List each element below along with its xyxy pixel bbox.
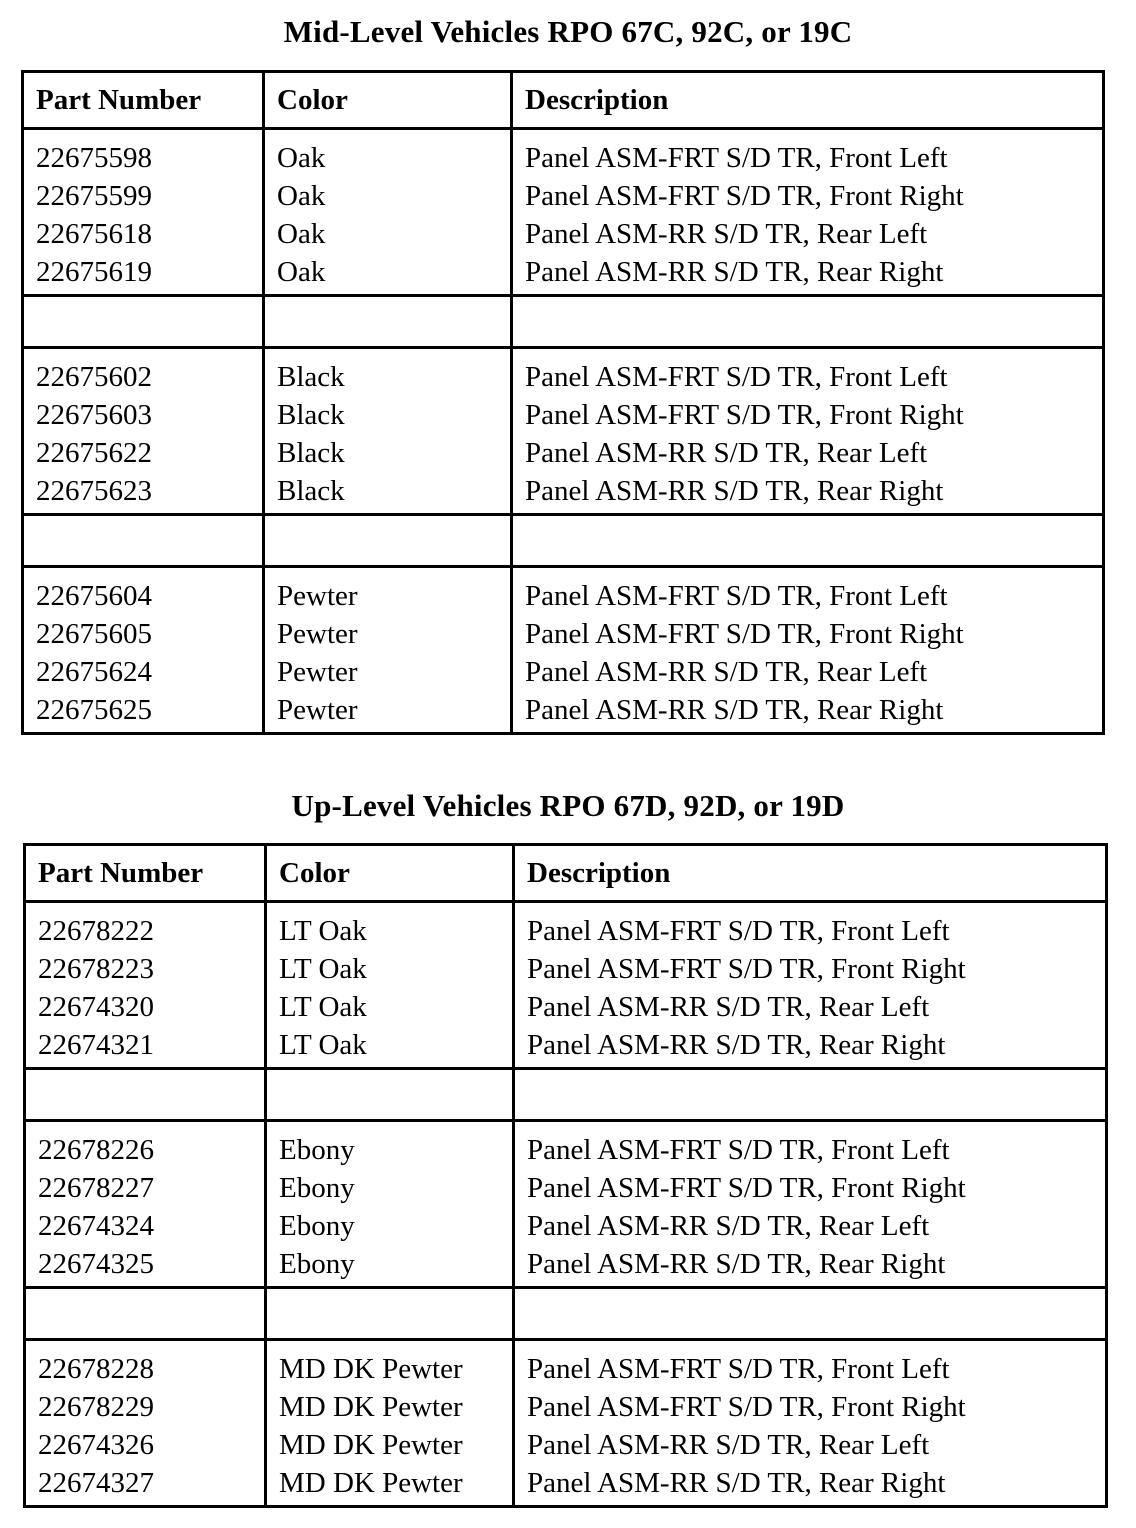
color-cell bbox=[266, 1121, 514, 1288]
column-header-color: Color bbox=[264, 72, 512, 129]
part-number: 22678229 bbox=[38, 1391, 154, 1423]
empty-cell bbox=[512, 296, 1104, 348]
color: Black bbox=[277, 475, 345, 507]
column-header-description: Description bbox=[514, 845, 1107, 902]
description-cell bbox=[512, 348, 1104, 515]
part-number: 22674321 bbox=[38, 1029, 154, 1061]
part-number: 22675624 bbox=[36, 656, 152, 688]
part-number: 22674320 bbox=[38, 991, 154, 1023]
part-number: 22675625 bbox=[36, 694, 152, 726]
description: Panel ASM-RR S/D TR, Rear Left bbox=[525, 437, 928, 469]
color: Oak bbox=[277, 142, 326, 174]
part-number: 22678226 bbox=[38, 1134, 154, 1166]
empty-spacer-row bbox=[25, 1288, 1107, 1340]
part-number: 22675618 bbox=[36, 218, 152, 250]
description: Panel ASM-RR S/D TR, Rear Right bbox=[527, 1467, 946, 1499]
color: Pewter bbox=[277, 694, 358, 726]
color-cell bbox=[264, 348, 512, 515]
description: Panel ASM-FRT S/D TR, Front Right bbox=[525, 618, 964, 650]
empty-cell bbox=[264, 296, 512, 348]
description: Panel ASM-FRT S/D TR, Front Left bbox=[527, 1353, 950, 1385]
description: Panel ASM-FRT S/D TR, Front Left bbox=[527, 915, 950, 947]
empty-cell bbox=[512, 515, 1104, 567]
description: Panel ASM-RR S/D TR, Rear Left bbox=[527, 1429, 930, 1461]
description: Panel ASM-FRT S/D TR, Front Right bbox=[525, 399, 964, 431]
color: Ebony bbox=[279, 1210, 355, 1242]
color: MD DK Pewter bbox=[279, 1429, 463, 1461]
color: MD DK Pewter bbox=[279, 1467, 463, 1499]
description: Panel ASM-RR S/D TR, Rear Right bbox=[527, 1248, 946, 1280]
column-header-part-number: Part Number bbox=[25, 845, 266, 902]
part-number: 22678223 bbox=[38, 953, 154, 985]
part-number: 22675604 bbox=[36, 580, 152, 612]
color-cell bbox=[264, 567, 512, 734]
color: Black bbox=[277, 361, 345, 393]
up-level-parts-table bbox=[23, 843, 1108, 1508]
color: MD DK Pewter bbox=[279, 1353, 463, 1385]
color: Black bbox=[277, 399, 345, 431]
description: Panel ASM-FRT S/D TR, Front Right bbox=[527, 1172, 966, 1204]
table-row-group bbox=[23, 567, 1104, 734]
up-level-table-title: Up-Level Vehicles RPO 67D, 92D, or 19D bbox=[291, 788, 845, 823]
empty-cell bbox=[25, 1069, 266, 1121]
description: Panel ASM-FRT S/D TR, Front Right bbox=[525, 180, 964, 212]
part-number: 22674325 bbox=[38, 1248, 154, 1280]
description: Panel ASM-RR S/D TR, Rear Left bbox=[527, 1210, 930, 1242]
mid-level-parts-table bbox=[21, 70, 1105, 735]
description: Panel ASM-RR S/D TR, Rear Right bbox=[525, 694, 944, 726]
color: MD DK Pewter bbox=[279, 1391, 463, 1423]
part-number: 22674326 bbox=[38, 1429, 154, 1461]
description-cell bbox=[512, 567, 1104, 734]
description: Panel ASM-FRT S/D TR, Front Left bbox=[525, 142, 948, 174]
empty-cell bbox=[23, 515, 264, 567]
empty-cell bbox=[514, 1069, 1107, 1121]
description: Panel ASM-RR S/D TR, Rear Right bbox=[525, 256, 944, 288]
part-number-cell bbox=[25, 1121, 266, 1288]
color: Ebony bbox=[279, 1172, 355, 1204]
column-header-color: Color bbox=[266, 845, 514, 902]
part-number-cell bbox=[23, 348, 264, 515]
empty-spacer-row bbox=[25, 1069, 1107, 1121]
color: Oak bbox=[277, 256, 326, 288]
part-number: 22675623 bbox=[36, 475, 152, 507]
part-number: 22678228 bbox=[38, 1353, 154, 1385]
part-number: 22675602 bbox=[36, 361, 152, 393]
description: Panel ASM-RR S/D TR, Rear Right bbox=[525, 475, 944, 507]
color-cell bbox=[266, 1340, 514, 1507]
description: Panel ASM-FRT S/D TR, Front Left bbox=[527, 1134, 950, 1166]
color: Ebony bbox=[279, 1134, 355, 1166]
empty-cell bbox=[266, 1288, 514, 1340]
color: Pewter bbox=[277, 656, 358, 688]
description: Panel ASM-RR S/D TR, Rear Right bbox=[527, 1029, 946, 1061]
part-number: 22675603 bbox=[36, 399, 152, 431]
column-header-description: Description bbox=[512, 72, 1104, 129]
part-number: 22675599 bbox=[36, 180, 152, 212]
column-header-part-number: Part Number bbox=[23, 72, 264, 129]
mid-level-table-title: Mid-Level Vehicles RPO 67C, 92C, or 19C bbox=[283, 14, 853, 49]
table-row-group bbox=[25, 1340, 1107, 1507]
description-cell bbox=[512, 129, 1104, 296]
empty-cell bbox=[266, 1069, 514, 1121]
description: Panel ASM-FRT S/D TR, Front Left bbox=[525, 580, 948, 612]
part-number: 22675619 bbox=[36, 256, 152, 288]
part-number: 22678222 bbox=[38, 915, 154, 947]
color: Black bbox=[277, 437, 345, 469]
empty-spacer-row bbox=[23, 296, 1104, 348]
description: Panel ASM-FRT S/D TR, Front Left bbox=[525, 361, 948, 393]
part-number: 22674324 bbox=[38, 1210, 154, 1242]
color: LT Oak bbox=[279, 915, 367, 947]
description: Panel ASM-FRT S/D TR, Front Right bbox=[527, 953, 966, 985]
part-number-cell bbox=[25, 1340, 266, 1507]
part-number-cell bbox=[23, 567, 264, 734]
description: Panel ASM-RR S/D TR, Rear Left bbox=[525, 218, 928, 250]
header-row bbox=[23, 72, 1104, 129]
table-row-group bbox=[23, 348, 1104, 515]
empty-cell bbox=[25, 1288, 266, 1340]
color: Oak bbox=[277, 180, 326, 212]
description: Panel ASM-RR S/D TR, Rear Left bbox=[527, 991, 930, 1023]
color: Ebony bbox=[279, 1248, 355, 1280]
part-number: 22675598 bbox=[36, 142, 152, 174]
part-number-cell bbox=[23, 129, 264, 296]
empty-cell bbox=[23, 296, 264, 348]
color: LT Oak bbox=[279, 953, 367, 985]
color: Oak bbox=[277, 218, 326, 250]
description-cell bbox=[514, 902, 1107, 1069]
color: LT Oak bbox=[279, 1029, 367, 1061]
color-cell bbox=[266, 902, 514, 1069]
description-cell bbox=[514, 1340, 1107, 1507]
part-number: 22678227 bbox=[38, 1172, 154, 1204]
part-number: 22674327 bbox=[38, 1467, 154, 1499]
description: Panel ASM-RR S/D TR, Rear Left bbox=[525, 656, 928, 688]
empty-spacer-row bbox=[23, 515, 1104, 567]
description-cell bbox=[514, 1121, 1107, 1288]
empty-cell bbox=[264, 515, 512, 567]
part-number: 22675605 bbox=[36, 618, 152, 650]
table-row-group bbox=[25, 1121, 1107, 1288]
color: Pewter bbox=[277, 580, 358, 612]
empty-cell bbox=[514, 1288, 1107, 1340]
color: Pewter bbox=[277, 618, 358, 650]
color-cell bbox=[264, 129, 512, 296]
part-number-cell bbox=[25, 902, 266, 1069]
table-row-group bbox=[23, 129, 1104, 296]
color: LT Oak bbox=[279, 991, 367, 1023]
description: Panel ASM-FRT S/D TR, Front Right bbox=[527, 1391, 966, 1423]
header-row bbox=[25, 845, 1107, 902]
table-row-group bbox=[25, 902, 1107, 1069]
part-number: 22675622 bbox=[36, 437, 152, 469]
